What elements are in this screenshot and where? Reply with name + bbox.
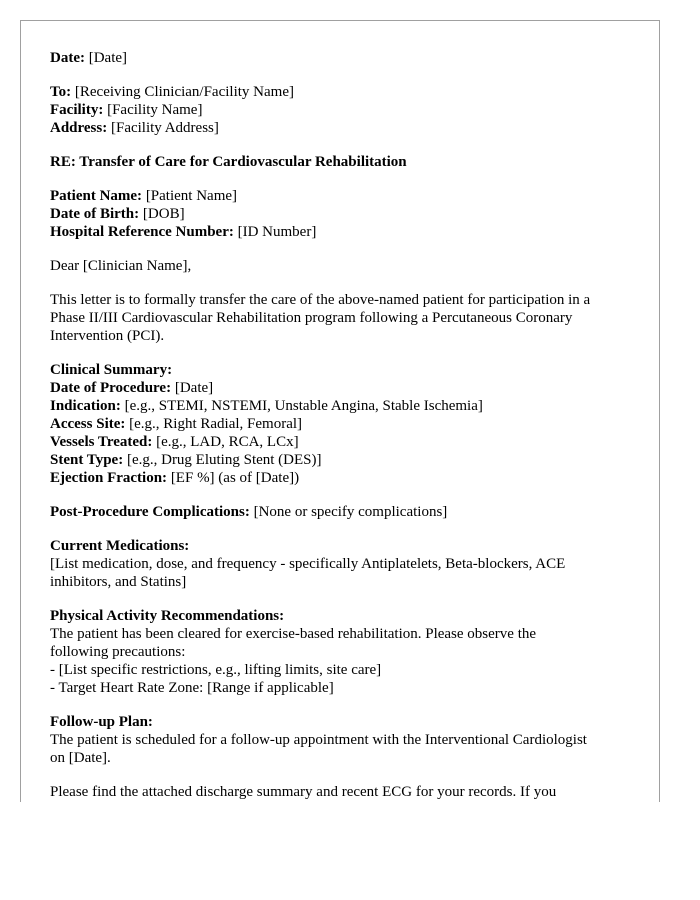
address-label: Address: [50, 120, 108, 136]
patient-name-line [50, 187, 640, 205]
date-line [50, 49, 640, 67]
subject-text: RE: Transfer of Care for Cardiovascular Rehabilitation [50, 154, 407, 170]
date-label: Date: [50, 50, 85, 66]
salutation: Dear [Clinician Name], [50, 258, 192, 274]
patient-name-value: [Patient Name] [145, 188, 238, 204]
procedure-date-value: [Date] [174, 380, 214, 396]
activity-heading-text: Physical Activity Recommendations: [50, 608, 285, 624]
access-site-value: [e.g., Right Radial, Femoral] [129, 416, 303, 432]
hospital-ref-line [50, 223, 640, 241]
followup-heading-text: Follow-up Plan: [50, 714, 153, 730]
procedure-date-label: Date of Procedure: [50, 380, 172, 396]
medications-line: [List medication, dose, and frequency - specifically Antiplatelets, Beta-blockers, ACE [50, 556, 566, 572]
activity-line: - [List specific restrictions, e.g., lifting limits, site care] [50, 662, 382, 678]
complications-line [50, 503, 640, 521]
complications-value: [None or specify complications] [253, 504, 448, 520]
hospital-ref-label: Hospital Reference Number: [50, 224, 234, 240]
stent-label: Stent Type: [50, 452, 124, 468]
access-site-label: Access Site: [50, 416, 126, 432]
facility-line [50, 101, 640, 119]
access-site-line [50, 415, 640, 433]
activity-heading [50, 607, 640, 625]
followup-line: The patient is scheduled for a follow-up appointment with the Interventional Cardiologist [50, 732, 587, 748]
procedure-date-line [50, 379, 640, 397]
stent-value: [e.g., Drug Eluting Stent (DES)] [126, 452, 322, 468]
clinical-summary-heading [50, 361, 640, 379]
hospital-ref-value: [ID Number] [237, 224, 317, 240]
facility-label: Facility: [50, 102, 104, 118]
intro-line: Phase II/III Cardiovascular Rehabilitation program following a Percutaneous Coronary [50, 310, 573, 326]
followup-heading [50, 713, 640, 731]
date-value: [Date] [88, 50, 128, 66]
medications-line: inhibitors, and Statins] [50, 574, 187, 590]
vessels-label: Vessels Treated: [50, 434, 153, 450]
patient-name-label: Patient Name: [50, 188, 143, 204]
address-line [50, 119, 640, 137]
ef-value: [EF %] (as of [Date]) [170, 470, 300, 486]
indication-label: Indication: [50, 398, 121, 414]
intro-line: This letter is to formally transfer the care of the above-named patient for participation in a [50, 292, 591, 308]
indication-line [50, 397, 640, 415]
stent-line [50, 451, 640, 469]
vessels-value: [e.g., LAD, RCA, LCx] [156, 434, 299, 450]
letter-content [50, 49, 640, 801]
dob-label: Date of Birth: [50, 206, 140, 222]
facility-value: [Facility Name] [107, 102, 203, 118]
closing-line: Please find the attached discharge summary and recent ECG for your records. If you [50, 784, 557, 800]
medications-heading-text: Current Medications: [50, 538, 190, 554]
clinical-summary-heading-text: Clinical Summary: [50, 362, 173, 378]
dob-line [50, 205, 640, 223]
dob-value: [DOB] [142, 206, 185, 222]
activity-line: following precautions: [50, 644, 186, 660]
intro-line: Intervention (PCI). [50, 328, 165, 344]
medications-heading [50, 537, 640, 555]
to-label: To: [50, 84, 72, 100]
complications-label: Post-Procedure Complications: [50, 504, 250, 520]
to-value: [Receiving Clinician/Facility Name] [74, 84, 294, 100]
followup-line: on [Date]. [50, 750, 111, 766]
indication-value: [e.g., STEMI, NSTEMI, Unstable Angina, Stable Ischemia] [124, 398, 483, 414]
activity-line: - Target Heart Rate Zone: [Range if applicable] [50, 680, 334, 696]
to-line [50, 83, 640, 101]
subject-line [50, 153, 640, 171]
ef-line [50, 469, 640, 487]
address-value: [Facility Address] [110, 120, 219, 136]
letter-page [20, 20, 660, 802]
ef-label: Ejection Fraction: [50, 470, 168, 486]
activity-line: The patient has been cleared for exercise-based rehabilitation. Please observe the [50, 626, 537, 642]
vessels-line [50, 433, 640, 451]
